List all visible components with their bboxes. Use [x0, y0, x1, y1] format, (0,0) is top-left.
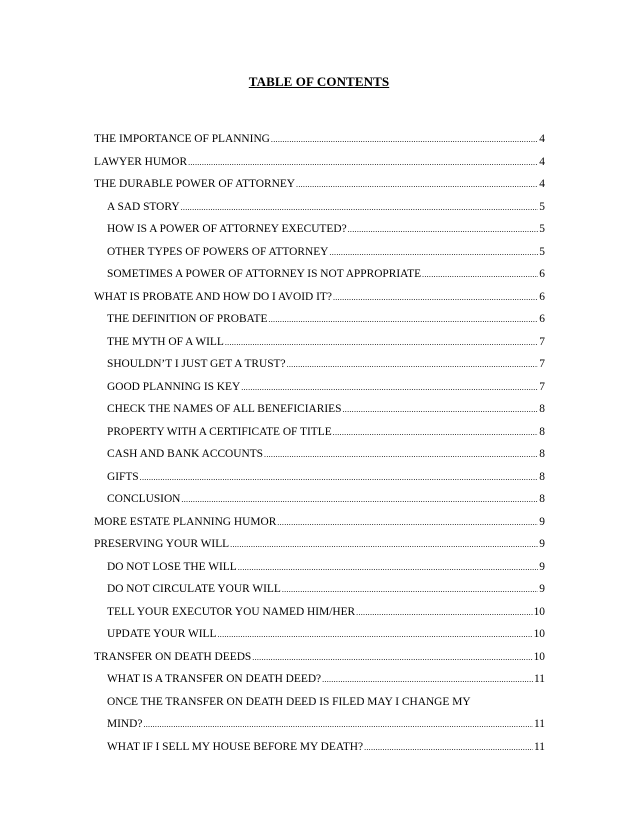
toc-entry-text: DO NOT LOSE THE WILL: [107, 560, 237, 573]
toc-entry[interactable]: [94, 244, 545, 267]
toc-entry-page: 9: [539, 538, 545, 550]
toc-entry-page: 8: [539, 425, 545, 438]
toc-entry-page: 8: [539, 403, 545, 415]
toc-entry[interactable]: [94, 154, 545, 177]
toc-entry-page: 5: [539, 223, 545, 235]
toc-leader-dots: [143, 717, 533, 733]
toc-entry[interactable]: [94, 289, 545, 312]
toc-entry-page: 9: [539, 515, 545, 528]
toc-entry-text: A SAD STORY: [107, 200, 180, 213]
toc-entry-text: CONCLUSION: [107, 493, 181, 505]
toc-entry-text: TRANSFER ON DEATH DEEDS: [94, 650, 252, 663]
toc-entry-text: PRESERVING YOUR WILL: [94, 538, 230, 550]
toc-entry-text: THE IMPORTANCE OF PLANNING: [94, 133, 270, 145]
toc-leader-dots: [329, 245, 538, 261]
toc-leader-dots: [181, 492, 538, 508]
toc-entry-page: 6: [539, 313, 545, 325]
toc-entry-page: 11: [534, 718, 545, 730]
toc-entry-page: 4: [539, 133, 545, 145]
toc-leader-dots: [225, 335, 538, 351]
toc-entry-text: PROPERTY WITH A CERTIFICATE OF TITLE: [107, 425, 332, 438]
toc-entry-text: ONCE THE TRANSFER ON DEATH DEED IS FILED MAY I CHANGE MY: [107, 695, 471, 708]
toc-entry[interactable]: [94, 176, 545, 199]
toc-entry[interactable]: [94, 469, 545, 492]
toc-entry-text: UPDATE YOUR WILL: [107, 628, 217, 640]
toc-entry[interactable]: [94, 199, 545, 222]
toc-leader-dots: [287, 357, 539, 373]
toc-entry-text: HOW IS A POWER OF ATTORNEY EXECUTED?: [107, 223, 347, 235]
toc-entry-text: WHAT IS A TRANSFER ON DEATH DEED?: [107, 673, 322, 685]
toc-entry-text: SOMETIMES A POWER OF ATTORNEY IS NOT APPROPRIATE: [107, 268, 422, 280]
toc-entry[interactable]: [94, 221, 545, 244]
toc-entry-page: 11: [534, 673, 545, 685]
toc-entry-page: 11: [534, 740, 545, 753]
toc-entry-text: THE DURABLE POWER OF ATTORNEY: [94, 178, 296, 190]
toc-entry[interactable]: [94, 581, 545, 604]
toc-leader-dots: [271, 132, 538, 148]
toc-entry-text: THE MYTH OF A WILL: [107, 335, 224, 348]
toc-leader-dots: [422, 267, 538, 283]
toc-entry[interactable]: [94, 626, 545, 649]
toc-entry-page: 10: [533, 650, 545, 663]
toc-entry-text: OTHER TYPES OF POWERS OF ATTORNEY: [107, 245, 329, 258]
toc-leader-dots: [264, 447, 538, 463]
toc-entry-page: 8: [539, 493, 545, 505]
toc-list: [94, 131, 545, 761]
toc-entry[interactable]: [94, 604, 545, 627]
toc-entry[interactable]: [94, 536, 545, 559]
toc-entry[interactable]: [94, 514, 545, 537]
toc-entry-page: 4: [539, 178, 545, 190]
toc-entry-text: GIFTS: [107, 470, 139, 483]
toc-entry-page: 7: [539, 358, 545, 370]
toc-leader-dots: [268, 312, 538, 328]
toc-leader-dots: [322, 672, 533, 688]
toc-leader-dots: [356, 605, 532, 621]
toc-leader-dots: [140, 470, 539, 486]
toc-entry-page: 10: [533, 605, 545, 618]
toc-leader-dots: [333, 290, 538, 306]
toc-entry-page: 6: [539, 268, 545, 280]
toc-entry-text: DO NOT CIRCULATE YOUR WILL: [107, 583, 281, 595]
toc-leader-dots: [348, 222, 539, 238]
toc-entry-text: CASH AND BANK ACCOUNTS: [107, 448, 264, 460]
toc-entry[interactable]: [94, 491, 545, 514]
toc-leader-dots: [282, 582, 538, 598]
toc-entry[interactable]: [94, 446, 545, 469]
toc-entry-text: MIND?: [107, 718, 143, 730]
toc-entry[interactable]: [94, 559, 545, 582]
toc-entry-text: MORE ESTATE PLANNING HUMOR: [94, 515, 277, 528]
toc-leader-dots: [217, 627, 532, 643]
toc-entry[interactable]: [94, 424, 545, 447]
toc-entry-text: GOOD PLANNING IS KEY: [107, 380, 241, 393]
toc-entry-page: 9: [539, 560, 545, 573]
toc-entry[interactable]: [94, 649, 545, 672]
toc-entry-page: 4: [539, 155, 545, 168]
toc-leader-dots: [364, 740, 533, 756]
toc-entry[interactable]: [94, 266, 545, 289]
toc-entry-text: LAWYER HUMOR: [94, 155, 188, 168]
toc-entry-page: 8: [539, 448, 545, 460]
toc-leader-dots: [238, 560, 539, 576]
toc-entry[interactable]: [94, 739, 545, 762]
toc-leader-dots: [277, 515, 538, 531]
toc-entry[interactable]: [94, 356, 545, 379]
toc-leader-dots: [342, 402, 538, 418]
toc-leader-dots: [230, 537, 538, 553]
toc-entry[interactable]: [94, 334, 545, 357]
toc-entry-page: 7: [539, 380, 545, 393]
toc-entry[interactable]: [94, 311, 545, 334]
toc-entry-text: THE DEFINITION OF PROBATE: [107, 313, 268, 325]
toc-entry[interactable]: [94, 131, 545, 154]
toc-entry-text: TELL YOUR EXECUTOR YOU NAMED HIM/HER: [107, 605, 356, 618]
toc-entry-text: CHECK THE NAMES OF ALL BENEFICIARIES: [107, 403, 342, 415]
toc-leader-dots: [181, 200, 539, 216]
toc-entry[interactable]: [94, 401, 545, 424]
toc-title: TABLE OF CONTENTS: [248, 74, 390, 89]
toc-leader-dots: [241, 380, 538, 396]
toc-entry[interactable]: [94, 379, 545, 402]
toc-entry-text: WHAT IS PROBATE AND HOW DO I AVOID IT?: [94, 290, 332, 303]
toc-entry[interactable]: [94, 671, 545, 694]
toc-leader-dots: [188, 155, 538, 171]
toc-leader-dots: [296, 177, 538, 193]
toc-entry-page: 5: [539, 200, 545, 213]
toc-entry-page: 6: [539, 290, 545, 303]
toc-entry[interactable]: [94, 694, 545, 717]
toc-entry[interactable]: [94, 716, 545, 739]
toc-entry-text: SHOULDN’T I JUST GET A TRUST?: [107, 358, 286, 370]
toc-entry-page: 7: [539, 335, 545, 348]
toc-entry-page: 8: [539, 470, 545, 483]
toc-leader-dots: [252, 650, 532, 666]
toc-entry-page: 10: [533, 628, 545, 640]
toc-entry-text: WHAT IF I SELL MY HOUSE BEFORE MY DEATH?: [107, 740, 364, 753]
toc-leader-dots: [333, 425, 539, 441]
toc-entry-page: 9: [539, 583, 545, 595]
toc-entry-page: 5: [539, 245, 545, 258]
